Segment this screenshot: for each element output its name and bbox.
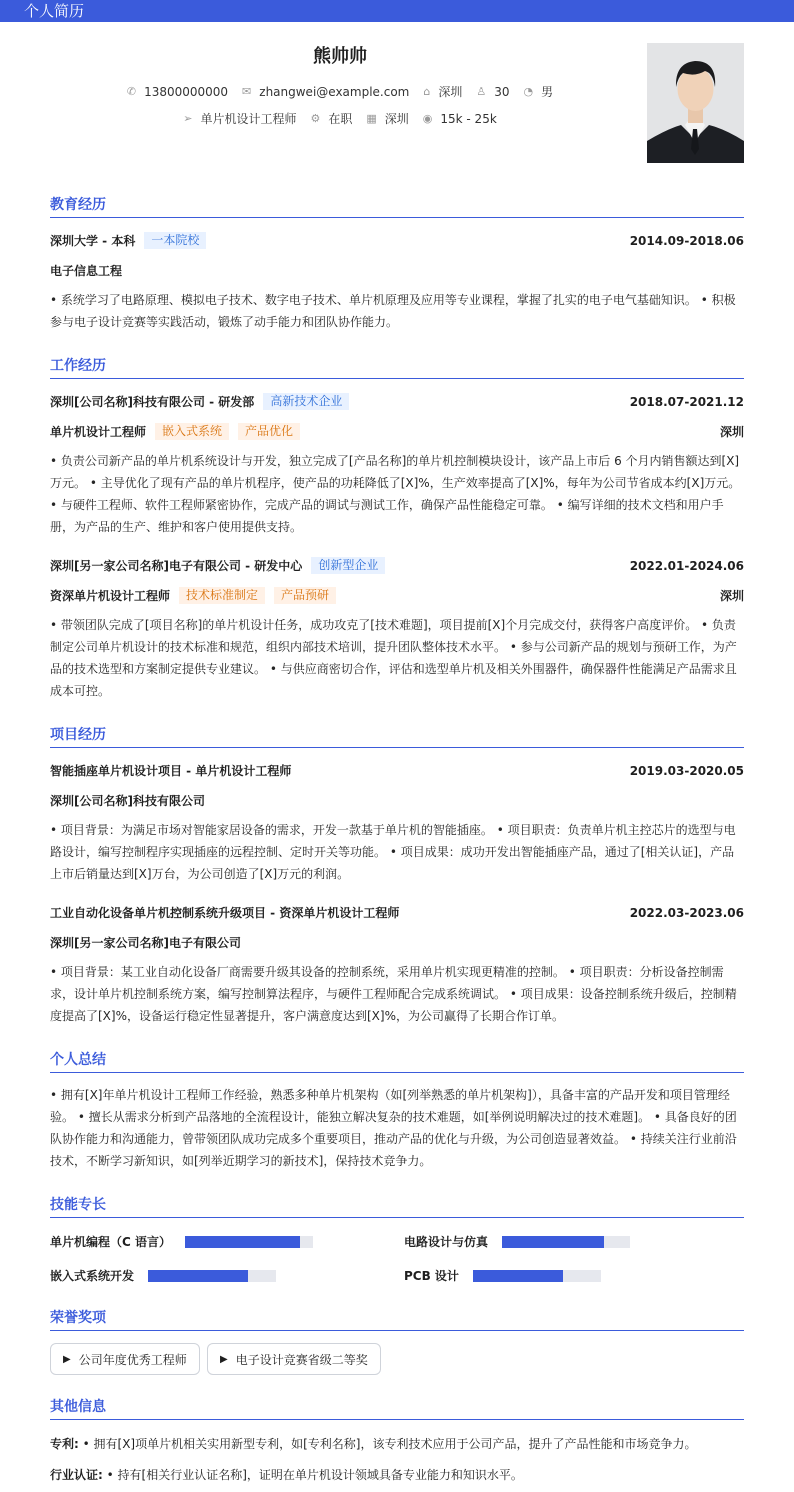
section-skills-title: 技能专长 [50, 1194, 744, 1218]
status-item [310, 110, 352, 127]
major-name: 电子信息工程 [50, 264, 123, 278]
gear-icon: ⚙ [310, 112, 321, 125]
skill-bar-fill [185, 1236, 300, 1248]
education-description: • 系统学习了电路原理、模拟电子技术、数字电子技术、单片机原理及应用等专业课程，掌握了扎实的电子电气基础知识。 • 积极参与电子设计竞赛等实践活动，锻炼了动手能力和团队协作能力。 [50, 293, 736, 329]
section-projects-title: 项目经历 [50, 724, 744, 748]
target-city-item [366, 110, 408, 127]
project-1-company-row [50, 792, 744, 809]
candidate-name: 熊帅帅 [313, 46, 367, 67]
project-name: 智能插座单片机设计项目 - 单片机设计工程师 [50, 764, 292, 778]
position-value: 单片机设计工程师 [200, 112, 297, 126]
section-summary-title: 个人总结 [50, 1049, 744, 1073]
work-item-2-role [50, 587, 744, 604]
project-company: 深圳[公司名称]科技有限公司 [50, 794, 205, 808]
city-value: 深圳 [438, 85, 463, 99]
salary-value: 15k - 25k [440, 111, 497, 126]
skill-item [404, 1267, 601, 1284]
skill-bar [502, 1236, 630, 1248]
section-work-title: 工作经历 [50, 355, 744, 379]
section-other-title: 其他信息 [50, 1396, 744, 1420]
contact-info-row [0, 83, 680, 100]
other-item-patent [50, 1435, 744, 1452]
work-item-2-description: • 带领团队完成了[项目名称]的单片机设计任务，成功攻克了[技术难题]，项目提前[X]个月完成交付，获得客户高度评价。 • 负责制定公司单片机设计的技术标准和规范，组织内部技术培训，提升团队整体技术水平。 • 参与公司新产品的规划与预研工作，为产品的技术选型和方案制定提供专业建议。 • 与供应商密切合作，评估和选型单片机及相关外围器件，确保器件性能满足产品需求且成本可控。 [50, 618, 737, 698]
triangle-right-icon: ▶ [63, 1353, 71, 1365]
gender-value: 男 [541, 85, 554, 99]
project-1-description: • 项目背景：为满足市场对智能家居设备的需求，开发一款基于单片机的智能插座。 • 项目职责：负责单片机主控芯片的选型与电路设计，编写控制程序实现插座的远程控制、定时开关等功能。 • 项目成果：成功开发出智能插座产品，通过了[相关认证]，产品上市后销量达到[X]万台，为公司创造了[X]万元的利润。 [50, 823, 736, 881]
work-period: 2018.07-2021.12 [629, 394, 744, 409]
other-text: • 持有[相关行业认证名称]，证明在单片机设计领域具备专业能力和知识水平。 [106, 1468, 523, 1482]
education-major-row [50, 262, 744, 279]
email-value: zhangwei@example.com [259, 84, 410, 99]
education-header [50, 232, 744, 249]
school-tag: 一本院校 [144, 232, 206, 249]
send-icon: ➢ [183, 112, 193, 125]
skill-bar [185, 1236, 313, 1248]
other-label: 行业认证: [50, 1468, 103, 1482]
section-education-title: 教育经历 [50, 194, 744, 218]
skill-bar-fill [148, 1270, 248, 1282]
skill-name: PCB 设计 [404, 1269, 459, 1283]
work-period: 2022.01-2024.06 [629, 558, 744, 573]
job-title: 资深单片机设计工程师 [50, 589, 171, 603]
summary-text: • 拥有[X]年单片机设计工程师工作经验，熟悉多种单片机架构（如[列举熟悉的单片机架构]），具备丰富的产品开发和项目管理经验。 • 擅长从需求分析到产品落地的全流程设计，能独立解决复杂的技术难题，如[举例说明解决过的技术难题]。 • 具备良好的团队协作能力和沟通能力，曾带领团队成功完成多个重要项目，推动产品的优化与升级，为公司创造显著效益。 • 持续关注行业前沿技术，不断学习新知识，如[列举近期学习的新技术]，保持技术竞争力。 [50, 1088, 737, 1168]
education-period: 2014.09-2018.06 [629, 233, 744, 248]
work-item-1-description: • 负责公司新产品的单片机系统设计与开发，独立完成了[产品名称]的单片机控制模块设计，该产品上市后 6 个月内销售额达到[X]万元。 • 主导优化了现有产品的单片机程序，使产品的功耗降低了[X]%，生产效率提高了[X]%，每年为公司节省成本约[X]万元。 • 与硬件工程师、软件工程师紧密协作，完成产品的调试与测试工作，确保产品性能稳定可靠。 • 编写详细的技术文档和用户手册，为产品的生产、维护和客户使用提供支持。 [50, 454, 741, 534]
skill-bar [473, 1270, 601, 1282]
award-label: 电子设计竞赛省级二等奖 [235, 1352, 368, 1367]
project-1-header [50, 762, 744, 779]
skill-item [50, 1233, 313, 1250]
page-title: 个人简历 [24, 2, 85, 20]
building-icon: ▦ [366, 112, 377, 125]
skill-tag: 产品优化 [238, 423, 300, 440]
page-header-bar [0, 0, 794, 22]
triangle-right-icon: ▶ [220, 1353, 228, 1365]
skill-item [404, 1233, 630, 1250]
skill-name: 电路设计与仿真 [404, 1235, 489, 1249]
school-name: 深圳大学 - 本科 [50, 234, 136, 248]
skill-tag: 技术标准制定 [179, 587, 265, 604]
status-value: 在职 [328, 112, 353, 126]
project-2-header [50, 904, 744, 921]
other-text: • 拥有[X]项单片机相关实用新型专利，如[专利名称]，该专利技术应用于公司产品，提升了产品性能和市场竞争力。 [82, 1437, 697, 1451]
skill-item [50, 1267, 276, 1284]
phone-value: 13800000000 [144, 84, 229, 99]
skill-tag: 产品预研 [274, 587, 336, 604]
project-name: 工业自动化设备单片机控制系统升级项目 - 资深单片机设计工程师 [50, 906, 400, 920]
section-awards-title: 荣誉奖项 [50, 1307, 744, 1331]
email-item [242, 85, 409, 99]
skill-bar-fill [502, 1236, 604, 1248]
gender-icon: ◔ [523, 85, 534, 98]
job-info-row [0, 110, 680, 127]
phone-icon: ✆ [126, 85, 137, 98]
work-item-1-header [50, 393, 744, 410]
work-item-1-role [50, 423, 744, 440]
project-period: 2022.03-2023.06 [629, 905, 744, 920]
other-item-certification [50, 1466, 744, 1483]
skill-name: 嵌入式系统开发 [50, 1269, 135, 1283]
target-city-value: 深圳 [384, 112, 409, 126]
project-2-description: • 项目背景：某工业自动化设备厂商需要升级其设备的控制系统，采用单片机实现更精准的控制。 • 项目职责：分析设备控制需求，设计单片机控制系统方案，编写控制算法程序，与硬件工程师配合完成系统调试。 • 项目成果：设备控制系统升级后，控制精度提高了[X]%，设备运行稳定性显著提升，客户满意度达到[X]%，为公司赢得了长期合作订单。 [50, 965, 737, 1023]
award-badge[interactable] [50, 1343, 200, 1375]
project-2-company-row [50, 934, 744, 951]
age-item [476, 85, 509, 99]
project-period: 2019.03-2020.05 [629, 763, 744, 778]
company-name: 深圳[另一家公司名称]电子有限公司 - 研发中心 [50, 559, 303, 573]
phone-item [127, 85, 228, 99]
work-location: 深圳 [719, 589, 744, 603]
company-tag: 创新型企业 [311, 557, 385, 574]
skill-tag: 嵌入式系统 [155, 423, 229, 440]
mail-icon: ✉ [242, 85, 252, 98]
home-icon: ⌂ [423, 85, 431, 98]
work-location: 深圳 [719, 425, 744, 439]
project-company: 深圳[另一家公司名称]电子有限公司 [50, 936, 241, 950]
age-value: 30 [494, 84, 510, 99]
profile-photo [647, 43, 744, 163]
job-title: 单片机设计工程师 [50, 425, 147, 439]
other-label: 专利: [50, 1437, 79, 1451]
age-icon: ♙ [476, 85, 487, 98]
company-name: 深圳[公司名称]科技有限公司 - 研发部 [50, 395, 255, 409]
salary-item [423, 112, 497, 126]
gender-item [524, 83, 554, 100]
award-badge[interactable] [207, 1343, 381, 1375]
work-item-2-header [50, 557, 744, 574]
skill-bar-fill [473, 1270, 563, 1282]
skill-name: 单片机编程（C 语言） [50, 1235, 171, 1249]
portrait-image [647, 43, 744, 163]
company-tag: 高新技术企业 [263, 393, 349, 410]
city-item [423, 83, 462, 100]
coin-icon: ◉ [422, 112, 433, 125]
skill-bar [148, 1270, 276, 1282]
position-item [183, 110, 296, 127]
award-label: 公司年度优秀工程师 [78, 1352, 187, 1367]
